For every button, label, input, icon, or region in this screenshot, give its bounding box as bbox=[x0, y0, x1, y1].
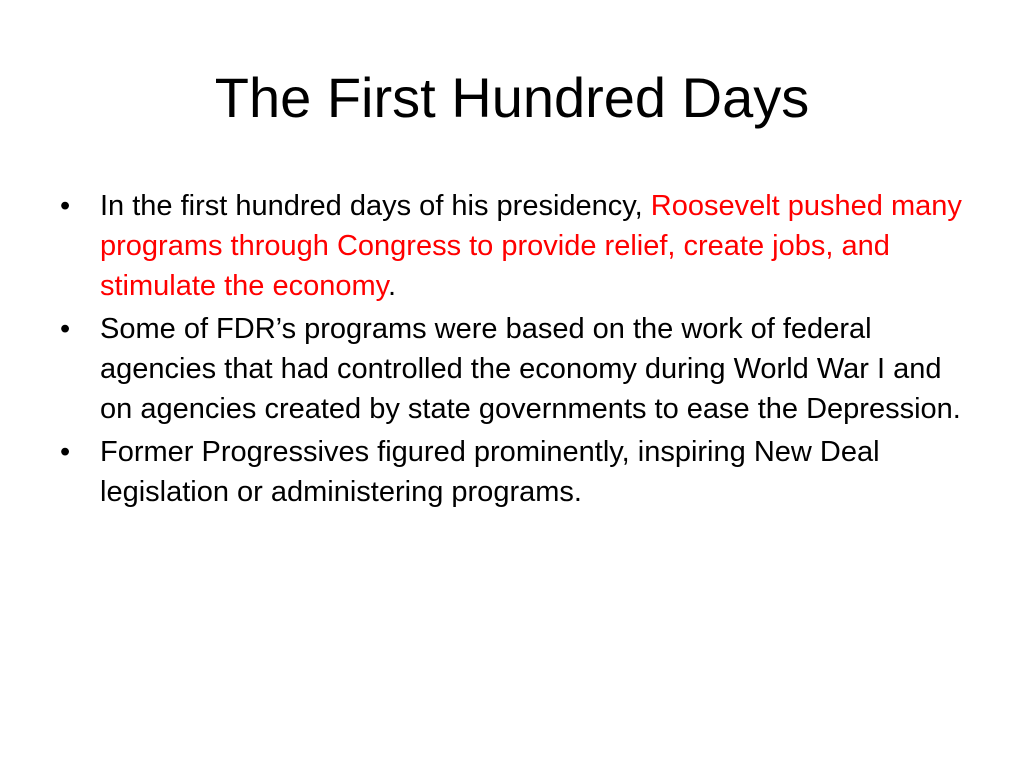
bullet-text-end: . bbox=[388, 270, 397, 302]
bullet-text: Some of FDR’s programs were based on the work of federal agencies that had controlled the economy during World War I and on agencies created by state governments to ease the Depression. bbox=[100, 313, 961, 425]
bullet-item bbox=[60, 186, 965, 306]
slide-title: The First Hundred Days bbox=[214, 66, 810, 129]
bullet-list bbox=[60, 186, 965, 515]
bullet-icon: • bbox=[60, 436, 71, 468]
bullet-text-highlight: Roosevelt pushed many programs through Congress to provide relief, create jobs, and stimulate the economy bbox=[100, 190, 962, 302]
bullet-text-plain: In the first hundred days of his presidency, bbox=[100, 190, 651, 222]
bullet-item bbox=[60, 432, 965, 512]
bullet-text: Former Progressives figured prominently, inspiring New Deal legislation or administering programs. bbox=[100, 436, 880, 508]
bullet-item bbox=[60, 309, 965, 429]
bullet-icon: • bbox=[60, 190, 71, 222]
bullet-icon: • bbox=[60, 313, 71, 345]
